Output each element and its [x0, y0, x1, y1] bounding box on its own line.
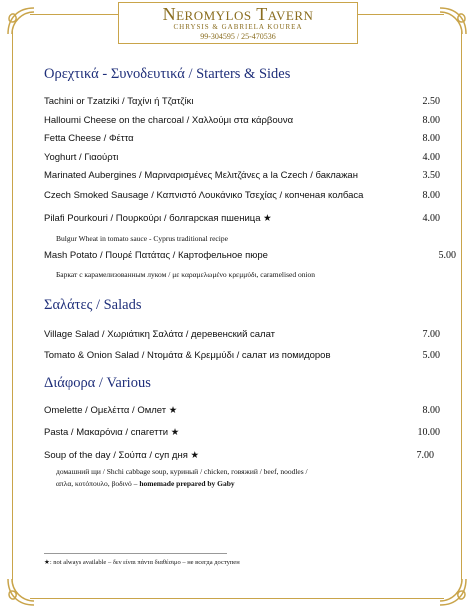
corner-ornament-top-right: [436, 4, 470, 38]
frame-right-line: [461, 30, 462, 580]
corner-ornament-bottom-right: [436, 575, 470, 609]
note-soup-plain-text: απλα, κοτόπουλο, βοδινό –: [56, 479, 140, 488]
item-price: 2.50: [422, 96, 440, 107]
frame-top-right-line: [356, 14, 444, 15]
item-name: Tachini or Tzatziki / Ταχίνι ή Τζατζίκι: [44, 96, 194, 107]
item-name: Tomato & Onion Salad / Ντομάτα & Κρεμμύδι / салат из помидоров: [44, 350, 331, 361]
item-name: Yoghurt / Γιαούρτι: [44, 152, 119, 163]
footnote-divider: [44, 553, 227, 554]
phone-numbers: 99-304595 / 25-470536: [200, 32, 276, 41]
item-price: 3.50: [422, 170, 440, 181]
item-note-soup-2: [56, 479, 235, 488]
item-name: Fetta Cheese / Φέττα: [44, 133, 134, 144]
item-name: Halloumi Cheese on the charcoal / Χαλλούμι στα κάρβουνα: [44, 115, 294, 126]
item-price: 5.00: [438, 250, 456, 261]
item-name: Village Salad / Χωριάτικη Σαλάτα / деревенский салат: [44, 329, 276, 340]
availability-footnote: ★: not always available – δεν είναι πάντα διαθέσιμο – не всегда доступен: [44, 559, 240, 566]
item-note-bulgur: Bulgur Wheat in tomato sauce - Cyprus traditional recipe: [56, 234, 228, 243]
restaurant-header: [118, 2, 358, 44]
item-name: Omelette / Ομελέττα / Омлет ★: [44, 405, 178, 416]
corner-ornament-bottom-left: [4, 575, 38, 609]
item-price: 4.00: [422, 213, 440, 224]
frame-bottom-line: [30, 598, 444, 599]
item-name: Pasta / Μακαρόνια / спагетти ★: [44, 427, 180, 438]
item-note-soup-1: домашний щи / Shchi cabbage soup, куриный / chicken, говяжий / beef, noodles /: [56, 467, 308, 476]
restaurant-name: Neromylos Tavern: [162, 4, 314, 24]
item-price: 8.00: [422, 133, 440, 144]
item-price: 8.00: [422, 190, 440, 201]
item-price: 7.00: [422, 329, 440, 340]
corner-ornament-top-left: [4, 4, 38, 38]
item-price: 7.00: [416, 450, 434, 461]
note-soup-bold-text: homemade prepared by Gaby: [139, 479, 235, 488]
section-title-salads: Σαλάτες / Salads: [44, 297, 142, 313]
section-title-various: Διάφορα / Various: [44, 375, 151, 391]
owners-line: CHRYSIS & GABRIELA KOUREA: [173, 23, 303, 31]
item-price: 8.00: [422, 405, 440, 416]
item-price: 8.00: [422, 115, 440, 126]
item-name: Marinated Aubergines / Μαριναρισμένες Μελιτζάνες a la Czech / баклажан: [44, 170, 358, 181]
item-price: 4.00: [422, 152, 440, 163]
frame-left-line: [12, 30, 13, 580]
item-price: 10.00: [417, 427, 440, 438]
item-price: 5.00: [422, 350, 440, 361]
item-name: Mash Potato / Πουρέ Πατάτας / Картофельное пюре: [44, 250, 268, 261]
section-title-starters: Ορεχτικά - Συνοδευτικά / Starters & Sides: [44, 66, 291, 82]
frame-top-left-line: [30, 14, 118, 15]
item-note-mash: Баркат с карамелизованным луком / με καραμελωμένο κρεμμύδι, caramelised onion: [56, 270, 316, 279]
item-name: Soup of the day / Σούπα / суп дня ★: [44, 450, 200, 461]
item-name: Czech Smoked Sausage / Καπνιστό Λουκάνικο Τσεχίας / копченая колбаса: [44, 190, 364, 201]
item-name: Pilafi Pourkouri / Πουρκούρι / болгарская пшеница ★: [44, 213, 272, 224]
